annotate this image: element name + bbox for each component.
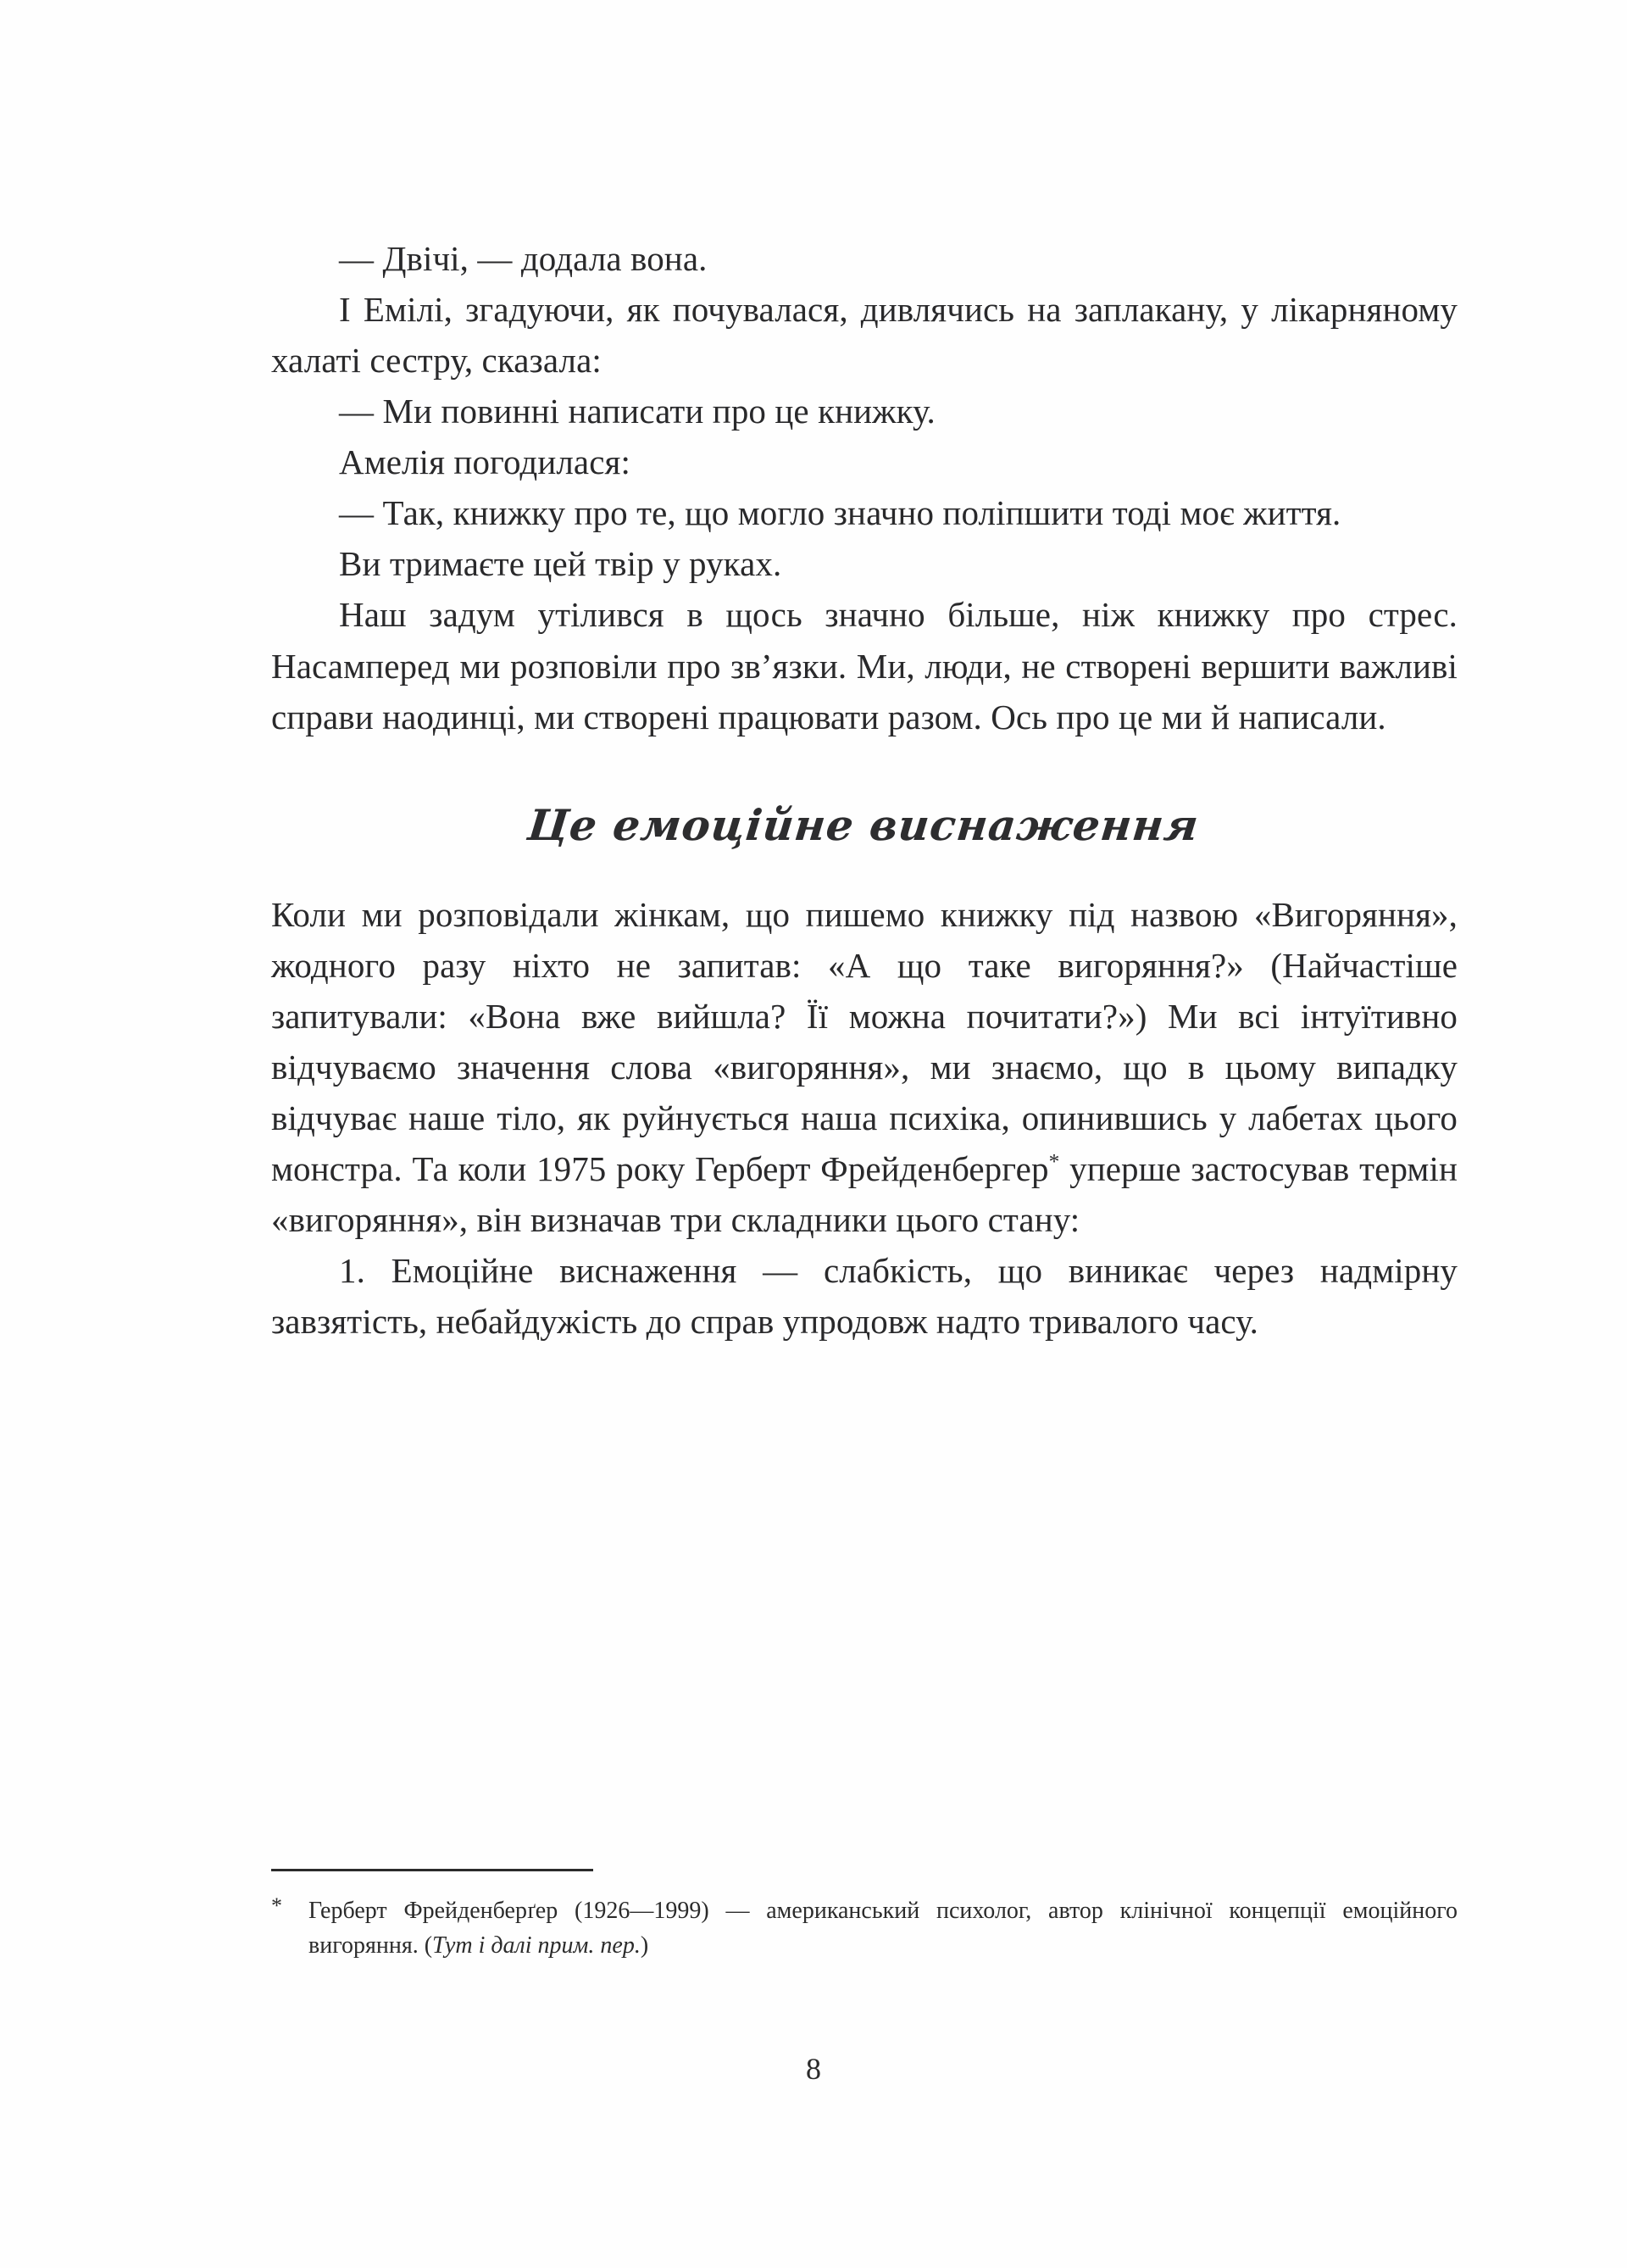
footnote-1 [271, 1893, 1458, 1964]
footnote-text: Герберт Фрейденберґер (1926—1999) — американський психолог, автор клінічної концепції емоційного вигоряння. ( [308, 1898, 1458, 1959]
paragraph-2: І Емілі, згадуючи, як почувалася, дивлячись на заплакану, у лікарняному халаті сестру, сказала: [271, 290, 1458, 381]
paragraph-6: Ви тримаєте цей твір у руках. [339, 544, 782, 584]
section-paragraph-1 [271, 889, 1458, 1245]
footnote-text-end: ) [640, 1932, 649, 1959]
paragraph-4: Амелія погодилася: [339, 442, 630, 482]
section-heading: Це емоційне виснаження [525, 799, 1202, 850]
footnote-area [271, 1869, 1458, 1964]
footnote-reference-marker: * [1048, 1149, 1060, 1174]
section-paragraph-1-text: Коли ми розповідали жінкам, що пишемо книжку під назвою «Вигоряння», жодного разу ніхто не запитав: «А що таке вигоряння?» (Найчастіше запитували: «Вона вже вийшла? Її можна почитати?») Ми всі інтуїтивно відчуваємо значення слова «вигоряння», ми знаємо, що в цьому випадку відчуває наше тіло, як руйнується наша психіка, опинившись у лабетах цього монстра. Та коли 1975 року Герберт Фрейденбергер [271, 894, 1458, 1188]
section-paragraph-1-text-tail: уперше застосував термін «вигоряння», він визначав три складники цього стану: [271, 1148, 1458, 1239]
footnote-text-italic: Тут і далі прим. пер. [432, 1932, 641, 1959]
paragraph-5: — Так, книжку про те, що могло значно поліпшити тоді моє життя. [339, 493, 1341, 533]
page-number: 8 [806, 2052, 821, 2086]
footnote-marker: * [271, 1893, 282, 1918]
paragraph-3: — Ми повинні написати про це книжку. [339, 392, 936, 431]
section-list-item-1: 1. Емоційне виснаження — слабкість, що виникає через надмірну завзятість, небайдужість до справ упродовж надто тривалого часу. [271, 1251, 1458, 1342]
footnote-divider [271, 1869, 593, 1871]
page-text-block [271, 233, 1458, 1347]
paragraph-1: — Двічі, — додала вона. [339, 239, 708, 278]
paragraph-7: Наш задум утілився в щось значно більше, ніж книжку про стрес. Насамперед ми розповіли про зв’язки. Ми, люди, не створені вершити важливі справи наодинці, ми створені працювати разом. Ось про це ми й написали. [271, 595, 1458, 737]
